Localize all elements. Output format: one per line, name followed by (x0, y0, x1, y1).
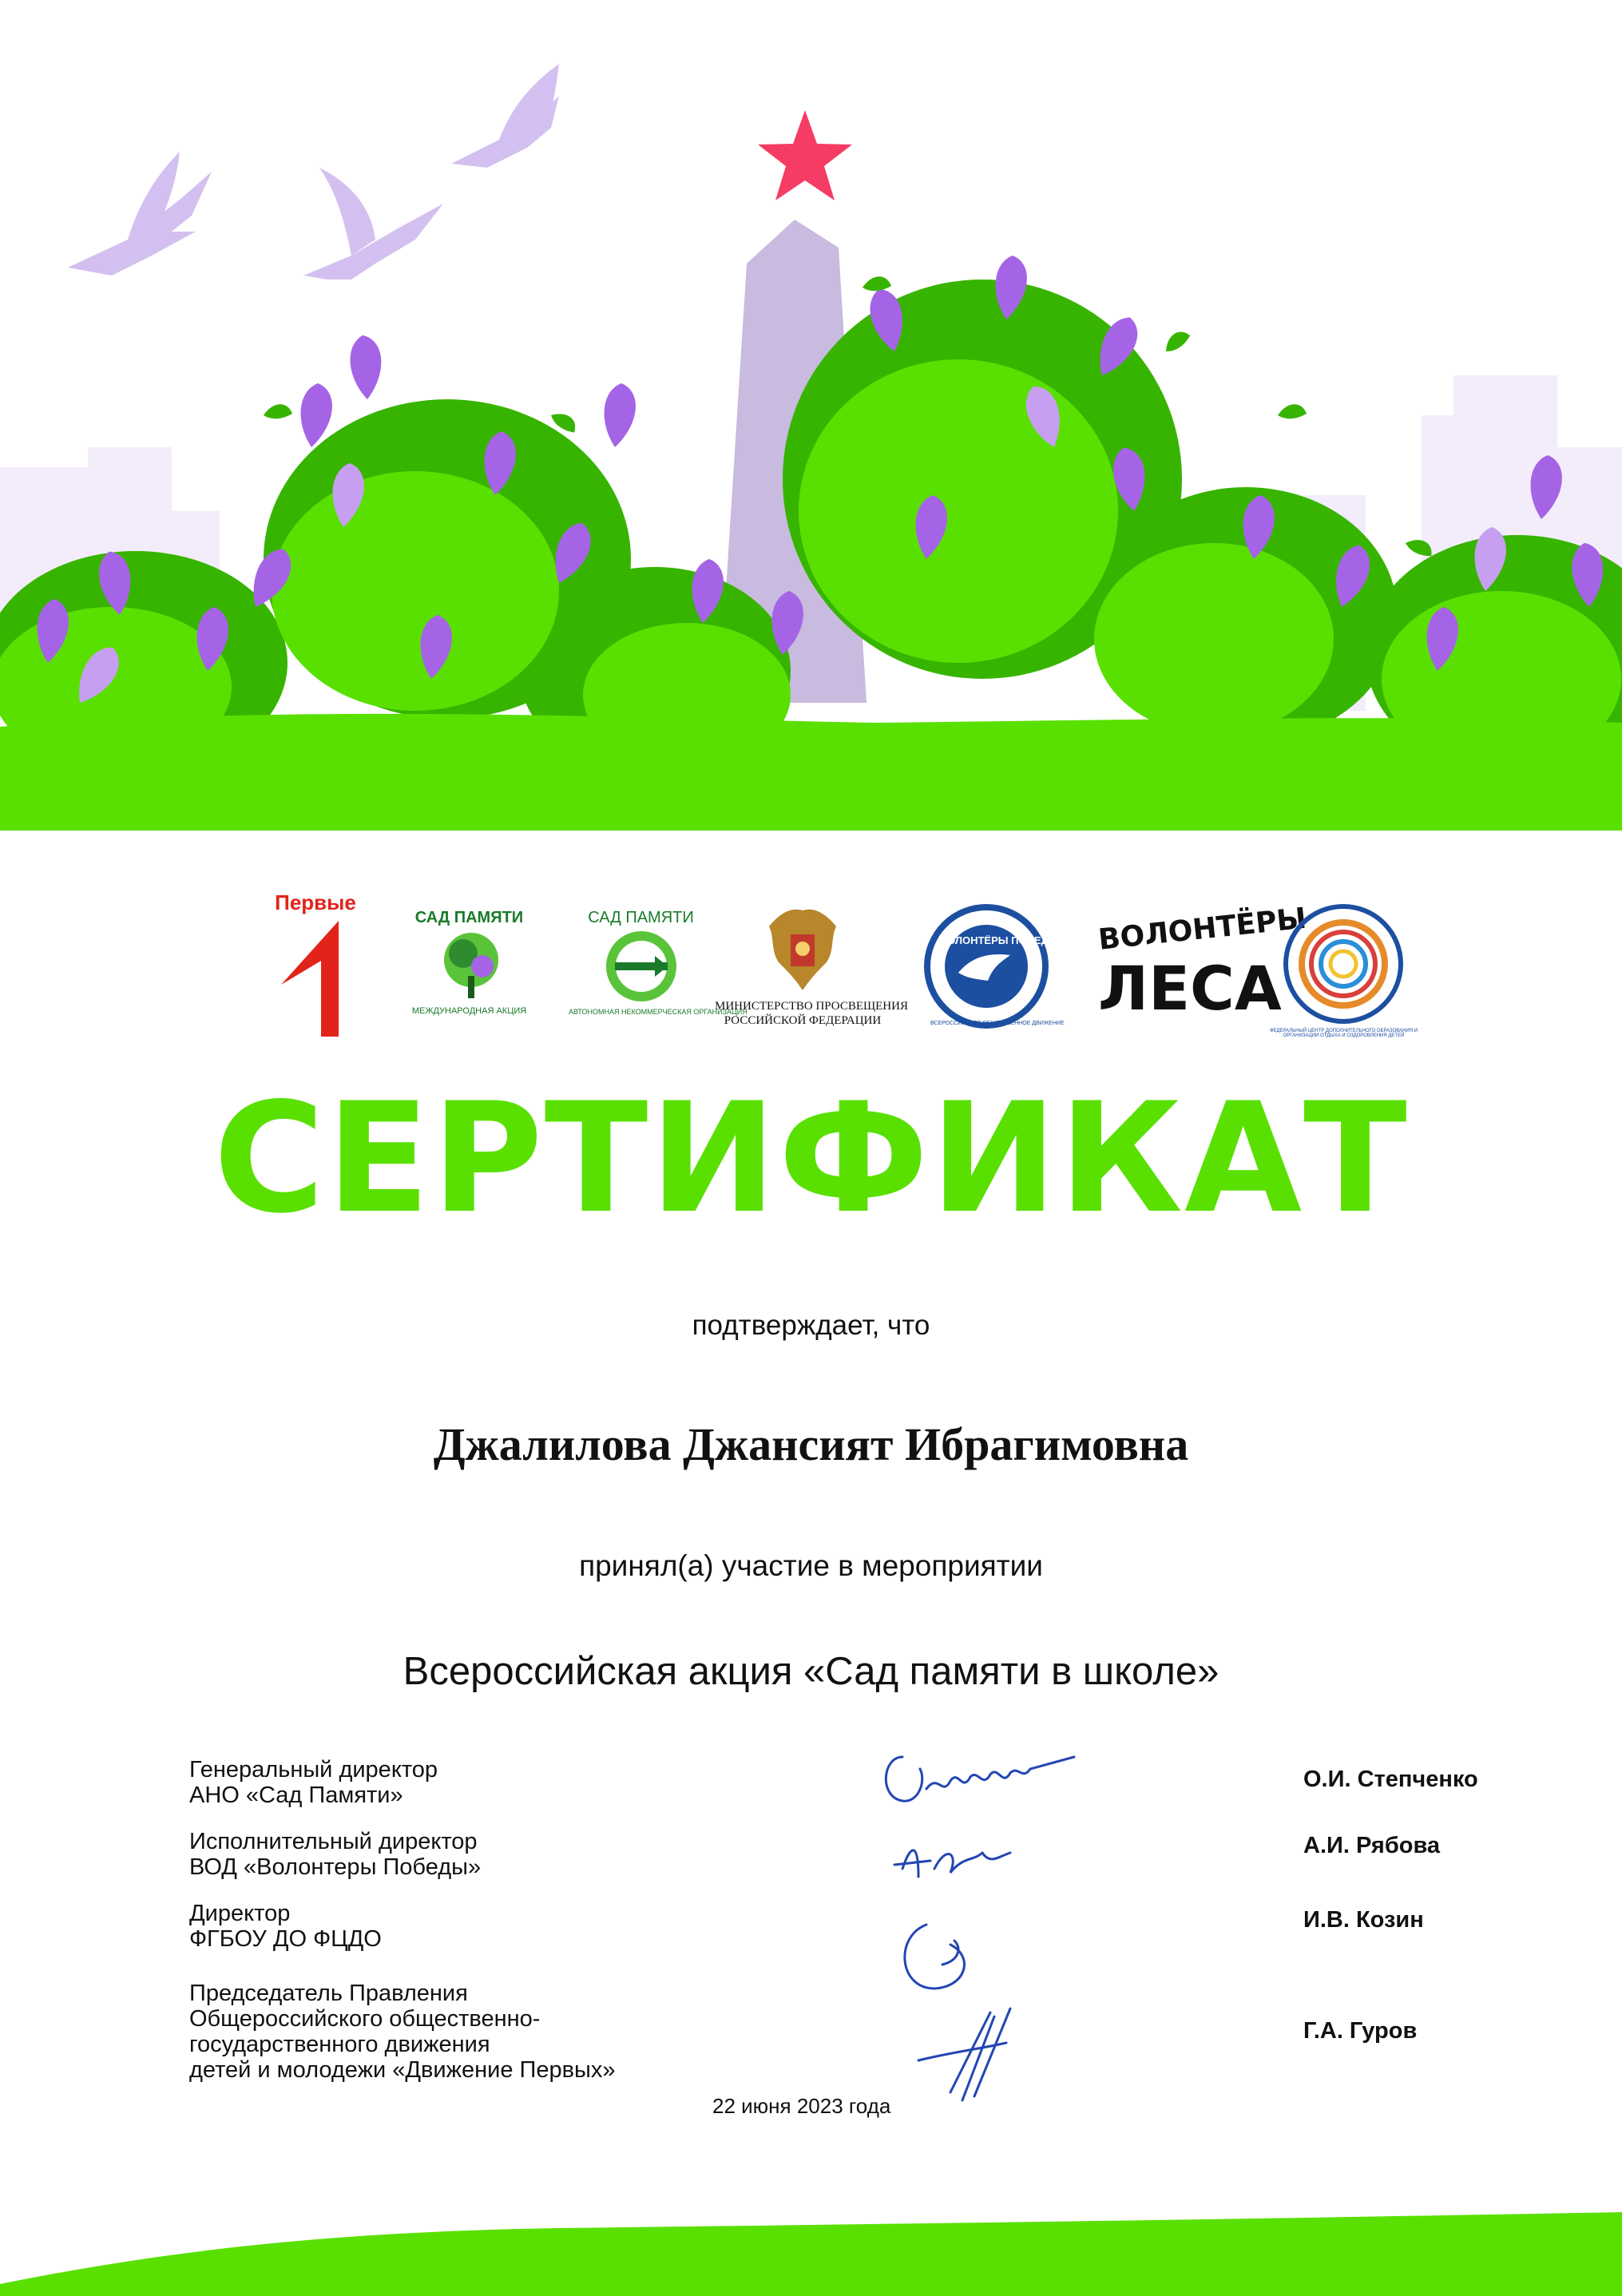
role-line: ВОД «Волонтеры Победы» (189, 1854, 482, 1880)
signatory-name-4: Г.А. Гуров (1303, 2018, 1418, 2044)
dove-badge-icon (922, 902, 1065, 1030)
logo-sad-pamyati-international (403, 894, 535, 1026)
logo-ministry-line2: РОССИЙСКОЙ ФЕДЕРАЦИИ (724, 1014, 882, 1027)
recipient-name: Джалилова Джансият Ибрагимовна (433, 1418, 1189, 1470)
bird-middle (303, 204, 443, 280)
role-line: государственного движения (189, 2032, 490, 2057)
logo-ministry-line1: МИНИСТЕРСТВО ПРОСВЕЩЕНИЯ (715, 1000, 908, 1013)
footer-grass (0, 2188, 1622, 2296)
fcdo-spiral-icon (1282, 902, 1406, 1026)
role-line: Председатель Правления (189, 1981, 468, 2006)
logo-fcdo-text: ФЕДЕРАЛЬНЫЙ ЦЕНТР ДОПОЛНИТЕЛЬНОГО ОБРАЗОВАНИЯ И ОРГАНИЗАЦИИ ОТДЫХА И ОЗДОРОВЛЕНИЯ ДЕТЕЙ (1269, 1029, 1418, 1038)
signature-2 (894, 1850, 1010, 1877)
event-name: Всероссийская акция «Сад памяти в школе» (403, 1650, 1219, 1693)
logo-fcdo (1269, 902, 1418, 1038)
role-line: Директор (189, 1901, 291, 1926)
pervye-arrow-icon (281, 921, 345, 1037)
tree-profile-icon (439, 928, 503, 1000)
logo-sad-pamyati-2-sub: АВТОНОМНАЯ НЕКОММЕРЧЕСКАЯ ОРГАНИЗАЦИЯ (569, 1008, 748, 1016)
logo-sad-pamyati-1-text: САД ПАМЯТИ (414, 909, 524, 926)
role-line: Генеральный директор (189, 1757, 438, 1782)
signature-4 (918, 2009, 1010, 2100)
logo-sad-pamyati-ano (569, 894, 748, 1026)
logo-ministry-of-education (715, 902, 908, 1034)
signatory-name-2: А.И. Рябова (1303, 1833, 1441, 1858)
role-line: детей и молодежи «Движение Первых» (189, 2057, 616, 2083)
signature-strokes (870, 1725, 1094, 2108)
flying-birds (68, 64, 559, 280)
logo-sad-pamyati-2-text: САД ПАМЯТИ (588, 909, 694, 926)
logo-volontery-pobedy-sub: ВСЕРОССИЙСКОЕ ОБЩЕСТВЕННОЕ ДВИЖЕНИЕ (930, 1021, 1065, 1026)
grass-ground (0, 714, 1622, 831)
signatory-role-1 (189, 1757, 438, 1808)
role-line: Исполнительный директор (189, 1829, 478, 1854)
logo-volontery-lesa-line1: ВОЛОНТЁРЫ (1097, 902, 1308, 957)
signatory-role-3 (189, 1901, 382, 1952)
header-illustration (0, 0, 1622, 831)
role-line: ФГБОУ ДО ФЦДО (189, 1926, 382, 1952)
sad-pamyati-emblem-icon (605, 930, 677, 1002)
logo-volontery-lesa-line2: ЛЕСА (1098, 953, 1282, 1024)
signatory-role-4 (189, 1981, 616, 2083)
certificate-title: СЕРТИФИКАТ (213, 1070, 1409, 1247)
logo-volontery-pobedy-text: ВОЛОНТЁРЫ ПОБЕДЫ (940, 934, 1059, 946)
logo-volontery-pobedy (922, 902, 1065, 1030)
confirms-text: подтверждает, что (692, 1310, 930, 1341)
issue-date: 22 июня 2023 года (712, 2094, 891, 2118)
signature-3 (905, 1925, 965, 1989)
logo-pervye (272, 890, 359, 1034)
logo-pervye-text: Первые (275, 890, 356, 914)
signatory-name-3: И.В. Козин (1303, 1907, 1424, 1933)
signatory-name-1: О.И. Степченко (1303, 1767, 1478, 1792)
star-icon (758, 110, 852, 200)
signature-1 (886, 1757, 1074, 1801)
role-line: АНО «Сад Памяти» (189, 1782, 403, 1808)
role-line: Общероссийского общественно- (189, 2006, 541, 2032)
participated-text: принял(а) участие в мероприятии (579, 1549, 1043, 1582)
double-headed-eagle-icon (763, 902, 843, 994)
signatory-role-2 (189, 1829, 481, 1880)
logo-volontery-lesa (1097, 902, 1308, 1026)
logo-sad-pamyati-1-sub: МЕЖДУНАРОДНАЯ АКЦИЯ (411, 1006, 527, 1016)
